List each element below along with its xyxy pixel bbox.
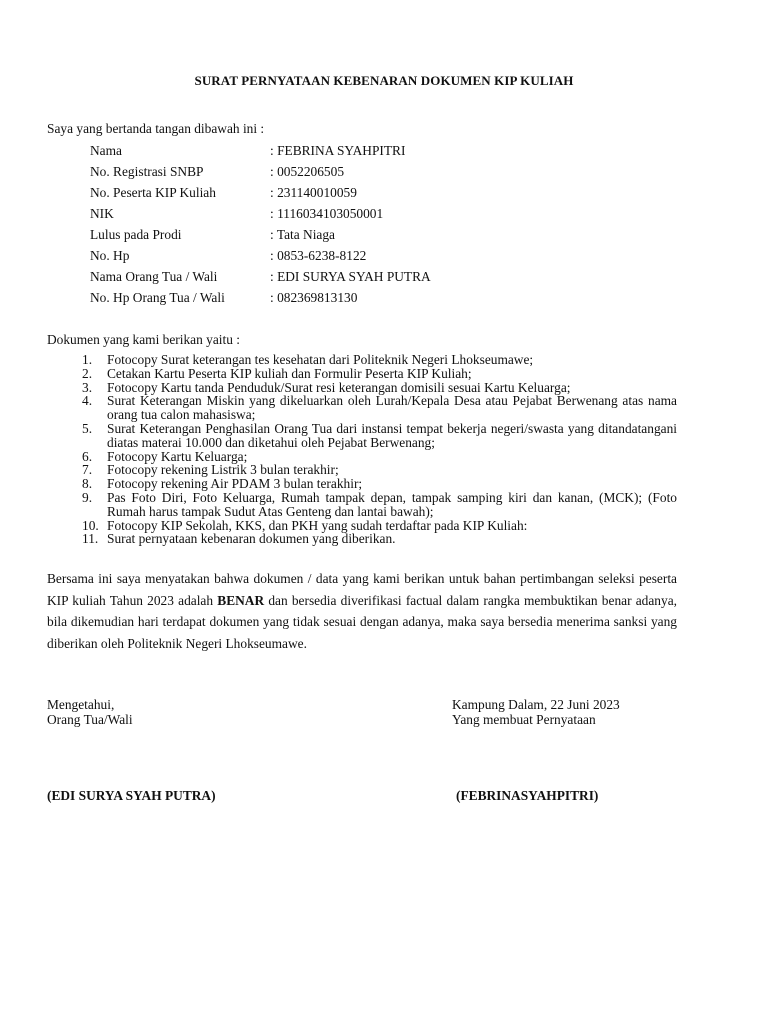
field-label: No. Hp [90,248,130,263]
list-text: Cetakan Kartu Peserta KIP kuliah dan Formulir Peserta KIP Kuliah; [107,365,472,381]
declarant-role-label: Yang membuat Pernyataan [452,712,596,727]
list-item [82,379,677,395]
statement-text-continued: dan bersedia diverifikasi factual dalam rangka membuktikan benar adanya, bila dikemudian hari terdapat dokumen yang tidak sesuai dengan adanya, maka saya bersedia menerima sanksi yang diberikan oleh Politeknik Negeri Lhokseumawe. [47,592,677,651]
list-number: 3. [82,379,93,395]
field-label: Lulus pada Prodi [90,227,182,242]
field-row-hp-orang-tua [90,289,650,310]
field-label: No. Hp Orang Tua / Wali [90,290,225,305]
list-item [82,393,677,423]
list-item [82,517,677,533]
field-label: Nama Orang Tua / Wali [90,269,218,284]
list-text: Surat pernyataan kebenaran dokumen yang diberikan. [107,531,396,547]
list-number: 5. [82,420,93,436]
field-value: : 1116034103050001 [270,206,384,221]
statement-paragraph [47,568,677,654]
list-text: Pas Foto Diri, Foto Keluarga, Rumah tampak depan, tampak samping kiri dan kanan, (MCK); (Foto Rumah harus tampak Sudut Atas Genteng dan lantai bawah); [107,489,677,519]
field-label: No. Registrasi SNBP [90,164,204,179]
signature-block-declarant [452,697,620,727]
identity-fields [90,142,650,310]
signature-block-parent [47,697,133,727]
list-item [82,476,677,492]
field-label: NIK [90,206,114,221]
statement-text: Bersama ini saya menyatakan bahwa dokumen / data yang kami berikan untuk bahan pertimbangan seleksi peserta KIP kuliah Tahun 2023 adalah [47,571,677,608]
place-date: Kampung Dalam, 22 Juni 2023 [452,697,620,712]
list-number: 7. [82,462,93,478]
field-row-registrasi [90,163,650,184]
list-text: Surat Keterangan Penghasilan Orang Tua dari instansi tempat bekerja negeri/swasta yang ditandatangani diatas materai 10.000 dan diketahui oleh Pejabat Berwenang; [107,420,677,450]
list-item [82,365,677,381]
field-row-prodi [90,226,650,247]
field-row-nama [90,142,650,163]
list-text: Fotocopy Kartu tanda Penduduk/Surat resi keterangan domisili sesuai Kartu Keluarga; [107,379,571,395]
list-number: 10. [82,517,99,533]
list-number: 9. [82,489,93,505]
intro-text: Saya yang bertanda tangan dibawah ini : [47,121,265,136]
list-item [82,420,677,450]
list-number: 4. [82,393,93,409]
list-item [82,448,677,464]
declarant-signature-name: (FEBRINASYAHPITRI) [456,788,599,803]
list-item [82,489,677,519]
field-value: : 0052206505 [270,164,345,179]
field-label: No. Peserta KIP Kuliah [90,185,216,200]
field-label: Nama [90,143,122,158]
list-text: Fotocopy KIP Sekolah, KKS, dan PKH yang sudah terdaftar pada KIP Kuliah: [107,517,528,533]
list-text: Fotocopy Surat keterangan tes kesehatan dari Politeknik Negeri Lhokseumawe; [107,352,534,367]
field-row-hp [90,247,650,268]
field-row-orang-tua [90,268,650,289]
list-text: Fotocopy rekening Air PDAM 3 bulan terakhir; [107,476,363,492]
list-text: Fotocopy rekening Listrik 3 bulan terakhir; [107,462,339,478]
statement-emphasis: BENAR [217,592,265,608]
list-number: 11. [82,531,99,547]
documents-list [82,352,677,547]
field-value: : 0853-6238-8122 [270,248,367,263]
list-number: 8. [82,476,93,492]
parent-signature-name: (EDI SURYA SYAH PUTRA) [47,788,216,803]
field-value: : 231140010059 [270,185,357,200]
field-row-peserta [90,184,650,205]
field-value: : FEBRINA SYAHPITRI [270,143,406,158]
list-item [82,462,677,478]
list-text: Fotocopy Kartu Keluarga; [107,448,248,464]
document-title: SURAT PERNYATAAN KEBENARAN DOKUMEN KIP KULIAH [194,73,574,88]
field-row-nik [90,205,650,226]
field-value: : Tata Niaga [270,227,335,242]
list-number: 1. [82,352,93,367]
documents-intro: Dokumen yang kami berikan yaitu : [47,332,241,347]
list-item [82,352,677,367]
list-text: Surat Keterangan Miskin yang dikeluarkan oleh Lurah/Kepala Desa atau Pejabat Berwenang atas nama orang tua calon mahasiswa; [107,393,677,423]
field-value: : EDI SURYA SYAH PUTRA [270,269,431,284]
list-item [82,531,677,547]
field-value: : 082369813130 [270,290,358,305]
parent-role-label: Orang Tua/Wali [47,712,133,727]
list-number: 6. [82,448,93,464]
acknowledge-label: Mengetahui, [47,697,115,712]
list-number: 2. [82,365,93,381]
